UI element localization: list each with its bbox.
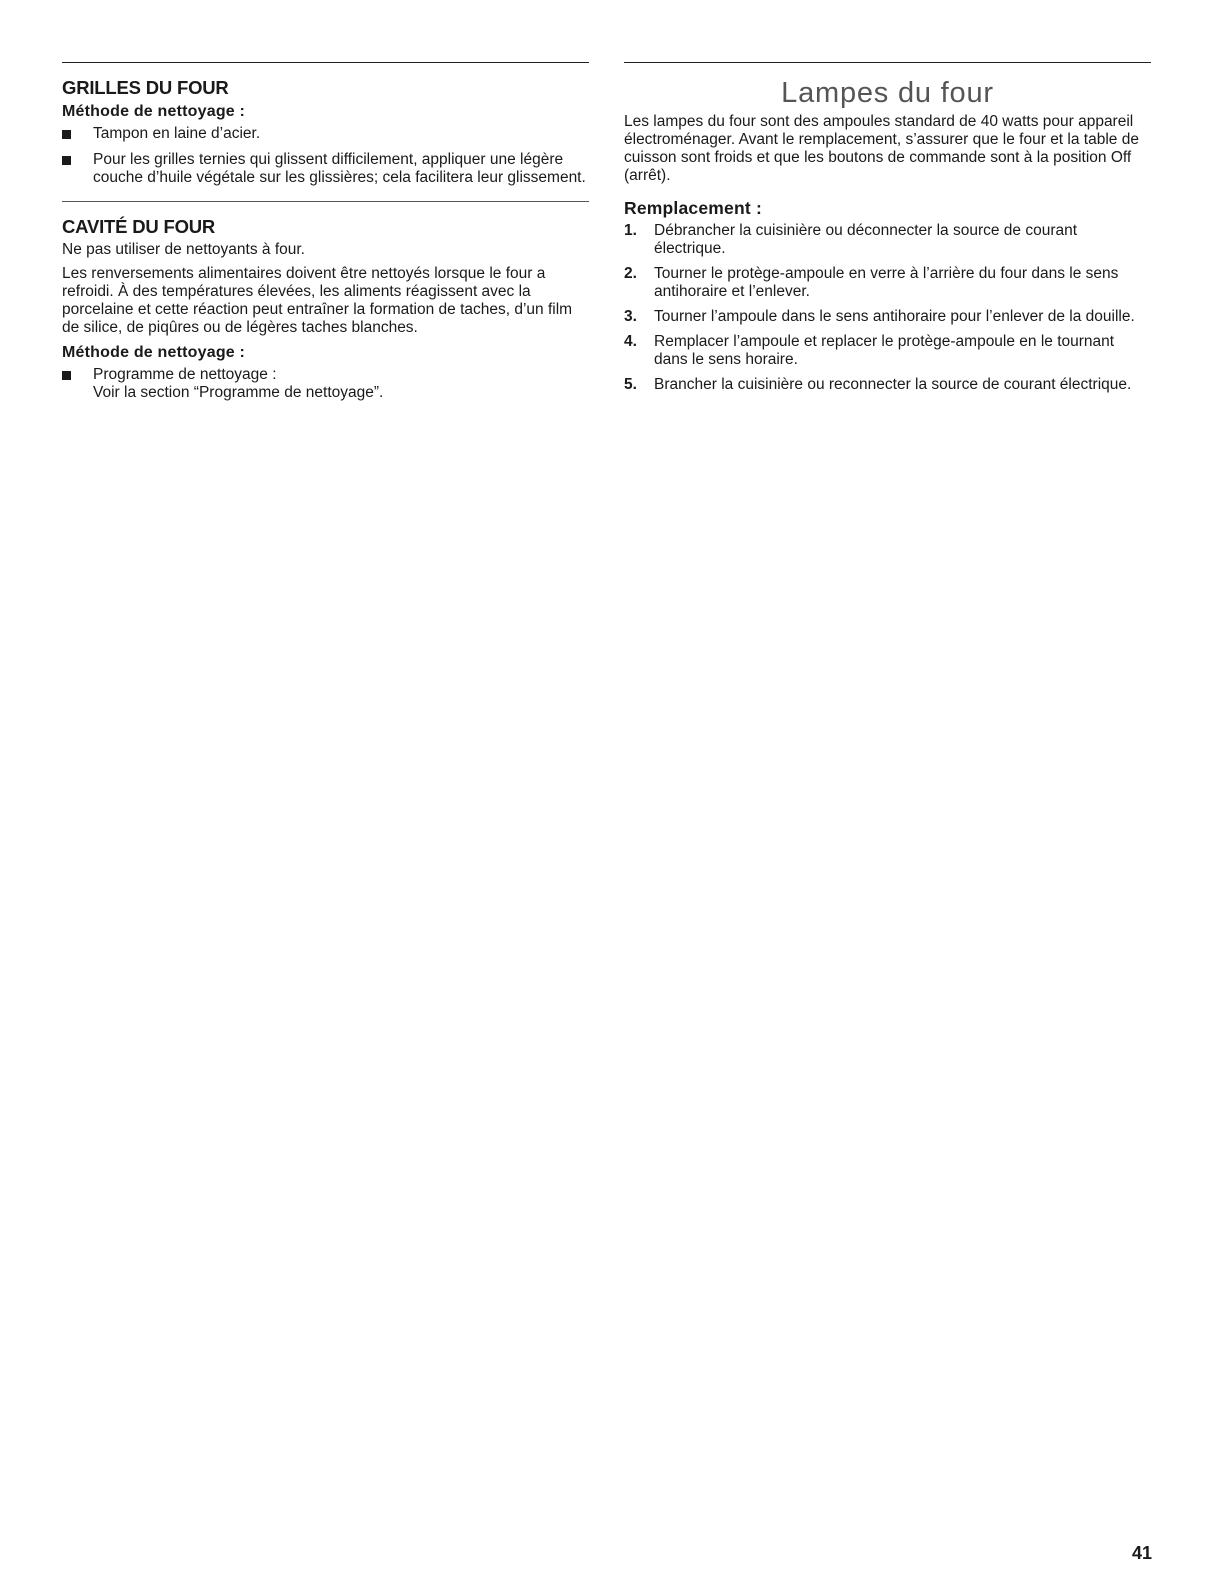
square-bullet-icon — [62, 156, 71, 165]
grilles-bullet-list — [62, 125, 589, 187]
section-divider — [624, 62, 1151, 63]
list-item-text: Tampon en laine d’acier. — [93, 125, 261, 142]
step-number: 1. — [624, 222, 637, 239]
section-divider — [62, 62, 589, 63]
page-number: 41 — [1131, 1543, 1152, 1563]
list-item — [62, 125, 589, 143]
list-item — [624, 265, 1151, 301]
list-item — [624, 376, 1151, 394]
step-text: Brancher la cuisinière ou reconnecter la source de courant électrique. — [654, 376, 1132, 393]
method-label: Méthode de nettoyage : — [62, 344, 246, 361]
step-number: 4. — [624, 333, 637, 350]
section-title-cavite: CAVITÉ DU FOUR — [62, 216, 216, 237]
right-column — [624, 62, 1151, 401]
method-label: Méthode de nettoyage : — [62, 103, 246, 120]
steps-list — [624, 222, 1151, 394]
section-title-grilles: GRILLES DU FOUR — [62, 77, 229, 98]
step-text: Remplacer l’ampoule et replacer le protège-ampoule en le tournant dans le sens horaire. — [654, 333, 1115, 368]
section-divider — [62, 201, 589, 202]
paragraph: Ne pas utiliser de nettoyants à four. — [62, 241, 305, 258]
paragraph: Les renversements alimentaires doivent être nettoyés lorsque le four a refroidi. À des températures élevées, les aliments réagissent avec la porcelaine et cette réaction peut entraîner la formation de taches, d’un film de silice, de piqûres ou de légères taches blanches. — [62, 265, 573, 336]
list-item-text: Pour les grilles ternies qui glissent difficilement, appliquer une légère couche d’huile végétale sur les glissières; cela facilitera leur glissement. — [93, 151, 586, 186]
replacement-label: Remplacement : — [624, 198, 762, 218]
step-text: Tourner le protège-ampoule en verre à l’arrière du four dans le sens antihoraire et l’enlever. — [654, 265, 1119, 300]
list-item-text: Programme de nettoyage : — [93, 366, 277, 383]
step-text: Tourner l’ampoule dans le sens antihoraire pour l’enlever de la douille. — [654, 308, 1135, 325]
list-item — [62, 151, 589, 187]
square-bullet-icon — [62, 371, 71, 380]
section-title-lampes: Lampes du four — [781, 77, 994, 109]
step-number: 3. — [624, 308, 637, 325]
list-item-text: Voir la section “Programme de nettoyage”. — [93, 384, 384, 401]
list-item — [62, 366, 589, 402]
step-number: 5. — [624, 376, 637, 393]
left-column — [62, 62, 589, 410]
list-item — [624, 333, 1151, 369]
square-bullet-icon — [62, 130, 71, 139]
step-number: 2. — [624, 265, 637, 282]
list-item — [624, 308, 1151, 326]
list-item — [624, 222, 1151, 258]
cavite-bullet-list — [62, 366, 589, 402]
intro-paragraph: Les lampes du four sont des ampoules standard de 40 watts pour appareil électroménager. Avant le remplacement, s’assurer que le four et la table de cuisson sont froids et que les boutons de commande sont à la position Off (arrêt). — [624, 113, 1139, 184]
step-text: Débrancher la cuisinière ou déconnecter la source de courant électrique. — [654, 222, 1078, 257]
